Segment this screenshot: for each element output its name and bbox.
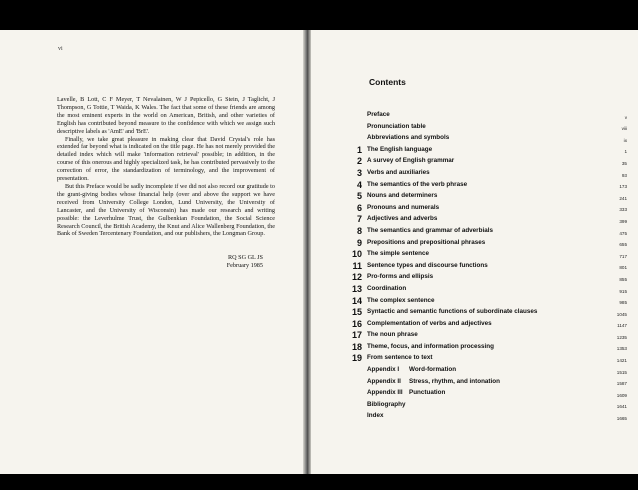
chapter-number: 12 [351, 272, 362, 283]
toc-entry [337, 238, 627, 250]
chapter-title: Theme, focus, and information processing [367, 342, 495, 350]
toc-entry [337, 110, 627, 122]
toc-entry [337, 330, 627, 342]
chapter-title: Index [367, 412, 384, 420]
chapter-number: 19 [351, 353, 362, 364]
chapter-number: 17 [351, 330, 362, 341]
page-reference: 1353 [616, 346, 627, 352]
chapter-number: 18 [351, 341, 362, 352]
chapter-number: 7 [356, 214, 362, 225]
toc-entry [337, 249, 627, 261]
page-reference: 1147 [617, 323, 627, 329]
toc-entry [337, 353, 627, 365]
author-initials: RQ SG GL JS [227, 254, 263, 261]
page-reference: 915 [619, 288, 627, 294]
chapter-title: Verbs and auxiliaries [367, 168, 430, 176]
chapter-number: 11 [352, 260, 362, 271]
chapter-number: 8 [356, 225, 362, 236]
table-of-contents [337, 110, 627, 423]
page-reference: 399 [619, 218, 627, 224]
chapter-number: 14 [351, 295, 362, 306]
appendix-title [367, 365, 627, 375]
preface-paragraph: Finally, we take great pleasure in making clear that David Crystal's role has extended far beyond what is indicated on the title page. He has not merely provided the detailed index which will make 'information retrieval' possible; in addition, in the course of this onerous and highly specialized task, he has contributed pervasively to the correction of error, the standardization of terminology, and the improvement of presentation. [57, 135, 275, 183]
chapter-number: 16 [351, 318, 362, 329]
chapter-title: Complementation of verbs and adjectives [367, 319, 492, 327]
toc-entry [337, 261, 627, 273]
appendix-name: Punctuation [409, 389, 446, 397]
page-reference: 1515 [616, 369, 627, 375]
toc-entry [337, 203, 627, 215]
chapter-number: 6 [356, 202, 362, 213]
appendix-label: Appendix II [367, 377, 401, 385]
toc-entry [337, 284, 627, 296]
preface-date: February 1985 [226, 261, 263, 269]
chapter-title: Coordination [367, 284, 407, 292]
page-reference: 1421 [616, 358, 627, 364]
toc-entry [337, 226, 627, 238]
chapter-number: 2 [356, 156, 362, 167]
toc-entry [337, 272, 627, 284]
chapter-title: Bibliography [367, 400, 406, 408]
chapter-number: 15 [351, 307, 362, 318]
toc-entry [337, 214, 627, 226]
toc-entry [337, 307, 627, 319]
toc-entry [337, 168, 627, 180]
page-reference: 1641 [616, 404, 627, 410]
chapter-title: Preface [367, 111, 390, 118]
chapter-number: 4 [356, 179, 362, 190]
chapter-number: 1 [356, 144, 362, 155]
chapter-number: 13 [351, 283, 362, 294]
page-reference: 1045 [616, 311, 627, 317]
toc-entry [337, 133, 627, 145]
appendix-name: Word-formation [409, 366, 457, 374]
toc-entry [337, 122, 627, 134]
chapter-title: The noun phrase [367, 331, 418, 339]
page-reference: 173 [619, 184, 627, 190]
right-page [309, 30, 638, 476]
toc-entry [337, 377, 627, 389]
toc-entry [337, 319, 627, 331]
page-reference: viii [621, 126, 627, 132]
page-reference: 655 [619, 242, 627, 248]
page-reference: 333 [619, 207, 627, 213]
chapter-title: The simple sentence [367, 250, 429, 258]
toc-entry [337, 191, 627, 203]
chapter-title: Adjectives and adverbs [367, 215, 438, 223]
toc-entry [337, 365, 627, 377]
page-reference: 717 [619, 253, 627, 259]
page-reference: 1665 [616, 416, 627, 422]
page-reference: 35 [621, 160, 627, 166]
chapter-number: 5 [356, 191, 362, 202]
chapter-title: Pronunciation table [367, 122, 426, 130]
appendix-label: Appendix I [367, 366, 400, 374]
chapter-title: The complex sentence [367, 296, 435, 304]
preface-signoff [150, 254, 263, 270]
preface-text [57, 96, 275, 238]
page-reference: 1609 [616, 392, 627, 398]
chapter-number: 3 [356, 167, 362, 178]
page-reference: 855 [619, 276, 627, 282]
toc-entry [337, 342, 627, 354]
toc-entry [337, 296, 627, 308]
chapter-title: The semantics of the verb phrase [367, 180, 468, 188]
page-reference: 1235 [616, 334, 627, 340]
toc-entry [337, 156, 627, 168]
page-reference: 1587 [616, 381, 627, 387]
appendix-name: Stress, rhythm, and intonation [409, 377, 500, 385]
chapter-title: Pro-forms and ellipsis [367, 273, 434, 281]
preface-paragraph: But this Preface would be sadly incomplete if we did not also record our gratitude to the grant-giving bodies whose financial help (over and above the support we have received from University College London, Lund University, the University of Lancaster, and the University of Wisconsin) has made our research and writing possible: the Leverhulme Trust, the Gulbenkian Foundation, the Social Science Research Council, the British Academy, the Knut and Alice Wallenberg Foundation, the Bank of Sweden Tercentenary Foundation, and our publishers, the Longman Group. [57, 182, 275, 238]
chapter-title: Nouns and determiners [367, 192, 438, 200]
scan-top-border [0, 0, 638, 32]
page-reference: 93 [621, 172, 627, 178]
page-reference: v [624, 114, 627, 120]
chapter-title: The English language [367, 145, 433, 153]
chapter-title: The semantics and grammar of adverbials [367, 226, 493, 234]
toc-entry [337, 145, 627, 157]
page-reference: 475 [619, 230, 627, 236]
page-reference: ix [623, 137, 627, 143]
appendix-title [367, 388, 627, 398]
toc-entry [337, 180, 627, 192]
page-reference: 985 [619, 300, 627, 306]
page-reference: 241 [619, 195, 627, 201]
chapter-title: Prepositions and prepositional phrases [367, 238, 486, 246]
chapter-title: Abbreviations and symbols [367, 134, 450, 142]
appendix-title [367, 377, 627, 387]
toc-entry [337, 400, 627, 412]
page-reference: 801 [619, 265, 627, 271]
page-reference: 1 [624, 149, 627, 155]
chapter-number: 9 [356, 237, 362, 248]
page-number: vi [58, 46, 63, 52]
chapter-title: A survey of English grammar [367, 157, 455, 165]
book-gutter [303, 30, 311, 476]
contents-title: Contents [369, 77, 406, 87]
left-page [0, 30, 307, 476]
chapter-title: From sentence to text [367, 354, 433, 362]
chapter-title: Sentence types and discourse functions [367, 261, 488, 269]
toc-entry [337, 388, 627, 400]
appendix-label: Appendix III [367, 389, 403, 397]
scan-bottom-border [0, 474, 638, 490]
chapter-title: Syntactic and semantic functions of subordinate clauses [367, 308, 538, 316]
chapter-number: 10 [351, 249, 362, 260]
toc-entry [337, 411, 627, 423]
chapter-title: Pronouns and numerals [367, 203, 440, 211]
preface-paragraph: Lavelle, B Lott, C F Meyer, T Nevalainen, W J Pepicello, G Stein, J Taglicht, J Thompson, G Tottie, T Waida, K Wales. The fact that some of these friends are among the most eminent experts in the world on American, British, and other varieties of English has contributed beyond measure to the confidence with which we assign such descriptive labels as 'AmE' and 'BrE'. [57, 96, 275, 135]
